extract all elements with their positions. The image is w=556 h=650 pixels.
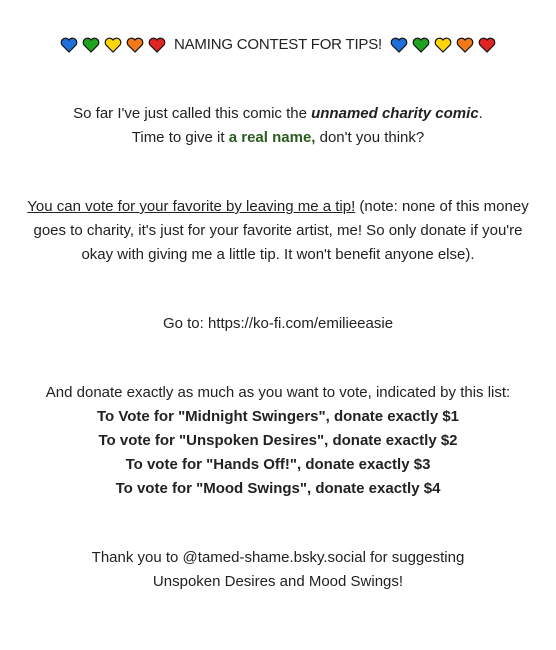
- green-heart-icon: [412, 37, 430, 53]
- intro-prefix: So far I've just called this comic the: [73, 105, 312, 122]
- intro-line-1: [0, 102, 556, 126]
- yellow-heart-icon: [434, 37, 452, 53]
- donate-section: [0, 381, 556, 501]
- kofi-url-text: Go to: https://ko-fi.com/emilieeasie: [162, 315, 394, 332]
- thanks-line-2: Unspoken Desires and Mood Swings!: [152, 573, 404, 590]
- contest-title: NAMING CONTEST FOR TIPS!: [174, 36, 382, 53]
- vote-tip-link[interactable]: You can vote for your favorite by leaving me a tip!: [27, 198, 356, 215]
- vote-note: (note: none of this money goes to charity, it's just for your favorite artist, me! So only donate if you're okay with giving me a little tip. It won't benefit anyone else).: [33, 198, 529, 263]
- red-heart-icon: [148, 37, 166, 53]
- orange-heart-icon: [456, 37, 474, 53]
- vote-option-2: To vote for "Unspoken Desires", donate exactly $2: [98, 432, 458, 449]
- intro-suffix: .: [478, 105, 483, 122]
- unnamed-comic-emphasis: unnamed charity comic: [311, 105, 479, 122]
- orange-heart-icon: [126, 37, 144, 53]
- hearts-left: [60, 37, 166, 53]
- intro-line2-prefix: Time to give it: [131, 129, 229, 146]
- real-name-emphasis: a real name,: [228, 129, 316, 146]
- blue-heart-icon: [390, 37, 408, 53]
- yellow-heart-icon: [104, 37, 122, 53]
- donate-intro: And donate exactly as much as you want to vote, indicated by this list:: [45, 384, 511, 401]
- red-heart-icon: [478, 37, 496, 53]
- hearts-right: [390, 37, 496, 53]
- goto-line: [0, 312, 556, 336]
- thanks-line-1: Thank you to @tamed-shame.bsky.social for suggesting: [91, 549, 465, 566]
- thanks-paragraph: [0, 546, 556, 594]
- green-heart-icon: [82, 37, 100, 53]
- blue-heart-icon: [60, 37, 78, 53]
- vote-option-1: To Vote for "Midnight Swingers", donate exactly $1: [96, 408, 460, 425]
- intro-paragraph: [0, 102, 556, 150]
- vote-paragraph: [0, 195, 556, 267]
- intro-line2-suffix: don't you think?: [315, 129, 425, 146]
- intro-line-2: [0, 126, 556, 150]
- vote-option-3: To vote for "Hands Off!", donate exactly $3: [125, 456, 431, 473]
- contest-header: [0, 33, 556, 57]
- vote-option-4: To vote for "Mood Swings", donate exactly $4: [115, 480, 441, 497]
